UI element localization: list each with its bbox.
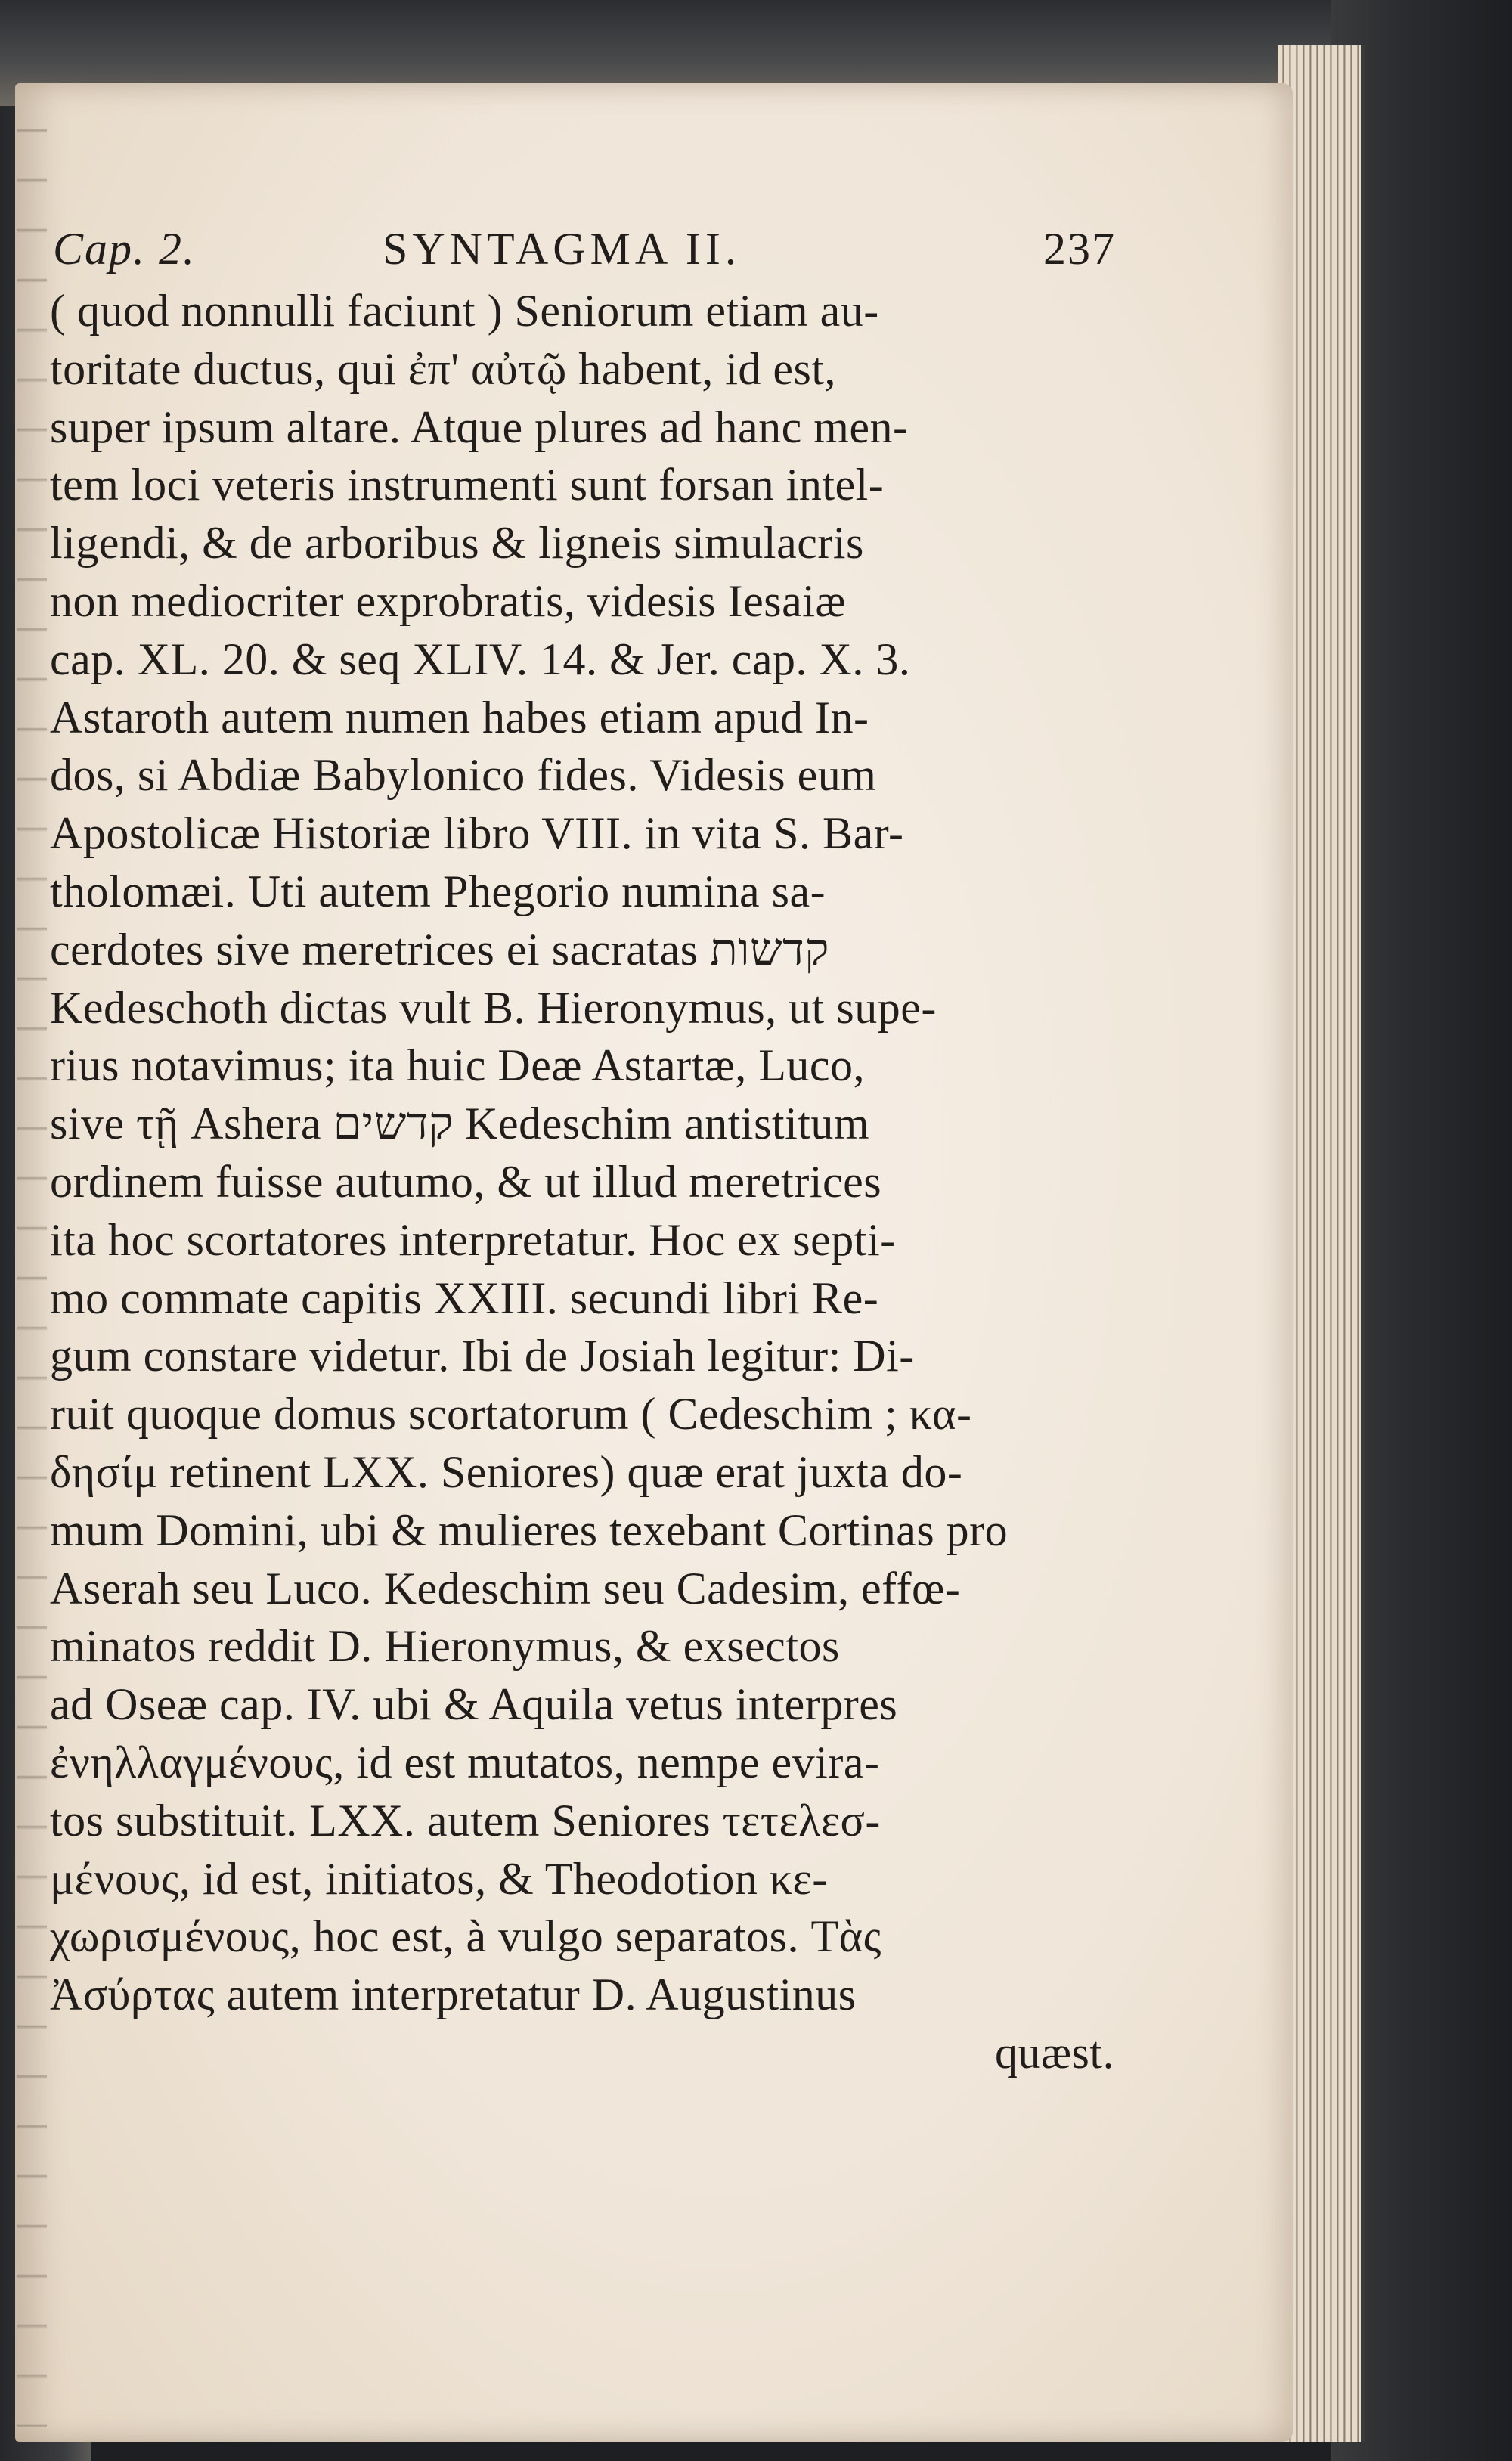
header-title: SYNTAGMA II.: [383, 224, 741, 274]
text-line: mo commate capitis XXIII. secundi libri Re-: [50, 1272, 879, 1323]
text-line: δησίμ retinent LXX. Seniores) quæ erat juxta do-: [50, 1446, 963, 1497]
binding-stitching: [17, 83, 47, 2427]
text-line: dos, si Abdiæ Babylonico fides. Videsis eum: [50, 750, 877, 801]
body-text: [50, 282, 1116, 2024]
text-line: Ἀσύρτας autem interpretatur D. Augustinus: [50, 1970, 857, 2020]
text-line: Aserah seu Luco. Kedeschim seu Cadesim, effœ-: [50, 1563, 961, 1613]
text-line: ligendi, & de arboribus & ligneis simulacris: [50, 518, 864, 569]
text-line: tholomæi. Uti autem Phegorio numina sa-: [50, 866, 826, 916]
text-line: ( quod nonnulli faciunt ) Seniorum etiam au-: [50, 286, 879, 336]
text-line: sive τῇ Ashera קדשים Kedeschim antistitum: [50, 1099, 870, 1149]
text-line: Kedeschoth dictas vult B. Hieronymus, ut supe-: [50, 982, 937, 1033]
text-line: minatos reddit D. Hieronymus, & exsectos: [50, 1621, 840, 1672]
text-line: Astaroth autem numen habes etiam apud In-: [50, 692, 869, 742]
text-line: ἐνηλλαγμένους, id est mutatos, nempe evira-: [50, 1737, 880, 1787]
text-line: gum constare videtur. Ibi de Josiah legitur: Di-: [50, 1331, 915, 1381]
text-line: non mediocriter exprobratis, videsis Iesaiæ: [50, 575, 846, 626]
page-text-block: [50, 223, 1116, 2082]
text-line: mum Domini, ubi & mulieres texebant Cortinas pro: [50, 1505, 1009, 1555]
header-chapter: Cap. 2.: [53, 224, 197, 274]
text-line: ruit quoque domus scortatorum ( Cedeschim ; κα-: [50, 1389, 972, 1440]
text-line: rius notavimus; ita huic Deæ Astartæ, Luco,: [50, 1040, 866, 1091]
running-header: [50, 223, 1116, 282]
page-number: 237: [1043, 224, 1116, 274]
text-line: cap. XL. 20. & seq XLIV. 14. & Jer. cap. X. 3.: [50, 634, 911, 684]
text-line: tos substituit. LXX. autem Seniores τετελεσ-: [50, 1795, 881, 1846]
text-line: super ipsum altare. Atque plures ad hanc men-: [50, 401, 909, 452]
catchword: quæst.: [994, 2027, 1114, 2078]
text-line: Apostolicæ Historiæ libro VIII. in vita S. Bar-: [50, 808, 904, 859]
text-line: cerdotes sive meretrices ei sacratas קדשות: [50, 924, 829, 975]
text-line: tem loci veteris instrumenti sunt forsan intel-: [50, 460, 885, 510]
text-line: toritate ductus, qui ἐπ' αὐτῷ habent, id est,: [50, 343, 837, 394]
text-line: ordinem fuisse autumo, & ut illud meretrices: [50, 1156, 882, 1207]
text-line: ita hoc scortatores interpretatur. Hoc ex septi-: [50, 1214, 896, 1265]
text-line: μένους, id est, initiatos, & Theodotion κε-: [50, 1853, 828, 1904]
text-line: χωρισμένους, hoc est, à vulgo separatos. Τὰς: [50, 1911, 881, 1962]
text-line: ad Oseæ cap. IV. ubi & Aquila vetus interpres: [50, 1679, 898, 1730]
